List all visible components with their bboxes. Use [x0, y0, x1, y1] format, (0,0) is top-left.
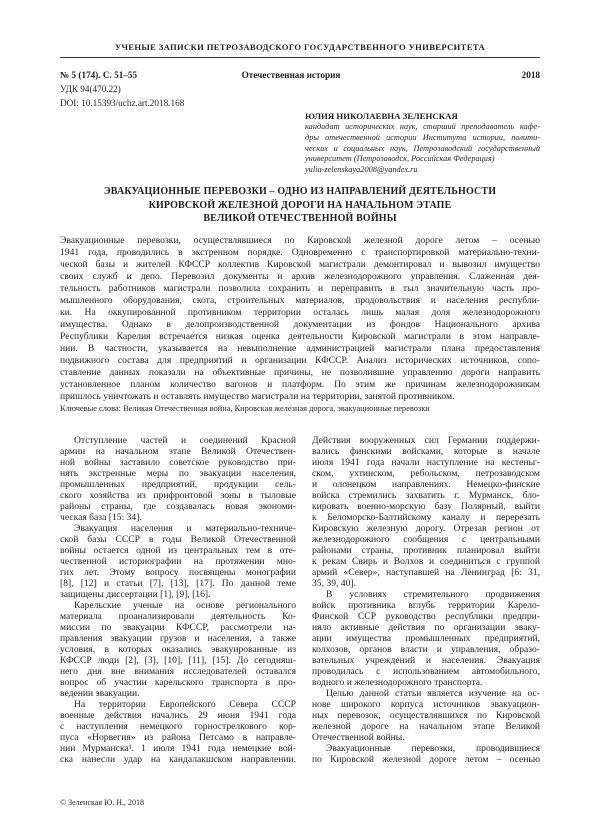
body-line: Карельские ученые на основе регионального	[74, 600, 296, 611]
body-line: правления эвакуации грузов и населения, а также	[60, 633, 296, 644]
abstract-line: ки. На оккупированной противником территории осталась лишь малая доля железнодорожного	[60, 307, 540, 318]
body-line: Целью данной статьи является изучение на ос-	[326, 688, 540, 699]
body-line: Эвакуационные перевозки, проводившиеся	[326, 743, 540, 754]
body-line: кировать военно-морскую базу Полярный, выйти	[312, 501, 540, 512]
body-line: к Беломорско-Балтийскому каналу и перерезать	[312, 512, 540, 523]
abstract-line: своих служб и депо. Перевозил документы и архив железнодорожного управления. Слаженная дея-	[60, 271, 540, 282]
abstract-line: нии. В частности, указывается на невыполнение администрацией магистрали плана предоставления	[60, 343, 540, 354]
abstract-line: 1941 года, проводились в экстренном порядке. Одновременно с транспортировкой материально-техни-	[60, 247, 540, 258]
body-line: военные действия начались 29 июня 1941 года	[60, 710, 296, 721]
body-line: ской базы СССР в годы Великой Отечественной	[60, 534, 296, 545]
title-line: КИРОВСКОЙ ЖЕЛЕЗНОЙ ДОРОГИ НА НАЧАЛЬНОМ ЭТАПЕ	[148, 199, 452, 211]
paragraph	[60, 523, 296, 600]
body-line: армий «Север», наступавшей на Ленинград [6: 31,	[312, 567, 540, 578]
title-line: ВЕЛИКОЙ ОТЕЧЕСТВЕННОЙ ВОЙНЫ	[203, 213, 397, 224]
paragraph	[312, 589, 540, 688]
body-line: армии на начальном этапе Великой Отечествен-	[60, 446, 296, 457]
body-line: по Кировской железной дороге летом – осенью	[312, 754, 540, 765]
journal-section: Отечественная история	[241, 70, 341, 80]
body-line: войны остается одной из центральных тем в оте-	[60, 545, 296, 556]
body-line: нове широкого корпуса источников эвакуацион-	[312, 699, 540, 710]
author-email: yulia-zelenskaya2008@yandex.ru	[305, 165, 418, 175]
author-affiliation	[305, 122, 540, 165]
body-line: гих лет. Этому вопросу посвящены монографии	[60, 567, 296, 578]
body-line: ной войны заставило советское руководство при-	[60, 457, 296, 468]
body-line: Действия вооруженных сил Германии поддержи-	[312, 435, 540, 446]
issue-meta-row	[60, 70, 540, 82]
abstract	[60, 235, 540, 415]
body-line: вались финскими войсками, которые в начале	[312, 446, 540, 457]
body-line: железной дороге на начальном этапе Великой	[312, 721, 540, 732]
body-line: ском, ухтинском, ребольском, петрозаводском	[312, 468, 540, 479]
body-line: Кировскую железную дорогу. Отрезав регион от	[312, 523, 540, 534]
paragraph	[60, 699, 296, 765]
body-line: чественной историографии на протяжении мно-	[60, 556, 296, 567]
body-line: материала проанализировали деятельность Ко-	[60, 611, 296, 622]
body-line: КФССР люди [2], [3], [10], [11], [15]. До сегодняш-	[60, 655, 296, 666]
author-block	[305, 111, 540, 176]
body-line: ска нанесли удар на кандалакшском направлении.	[60, 754, 296, 765]
body-line: нять экстренные меры по эвакуации населения,	[60, 468, 296, 479]
body-line: и олонецком направлениях. Немецко-финские	[312, 479, 540, 490]
body-line: вопрос об участии карельского транспорта в про-	[60, 677, 296, 688]
paragraph	[312, 435, 540, 589]
abstract-line: подвижного состава для предприятий и организации КФССР. Анализ исторических источников, сопо-	[60, 355, 540, 366]
body-line: него дня вне внимания исследователей оставался	[60, 666, 296, 677]
body-line: проводилась с использованием автомобильного,	[312, 666, 540, 677]
abstract-line: Эвакуационные перевозки, осуществлявшиеся по Кировской железной дороге летом – осенью	[60, 235, 540, 246]
title-line: ЭВАКУАЦИОННЫЕ ПЕРЕВОЗКИ – ОДНО ИЗ НАПРАВЛЕНИЙ ДЕЯТЕЛЬНОСТИ	[103, 186, 497, 197]
journal-header: УЧЕНЫЕ ЗАПИСКИ ПЕТРОЗАВОДСКОГО ГОСУДАРСТВЕННОГО УНИВЕРСИТЕТА	[114, 42, 486, 52]
affiliation-line: ческих и социальных наук, Петрозаводский государственный	[305, 143, 540, 153]
paragraph	[60, 600, 296, 699]
abstract-line: тельность работников магистрали позволила сохранить и переправить в тыл значительную часть про-	[60, 283, 540, 294]
body-line: вательных учреждений и населения. Эвакуация	[312, 655, 540, 666]
body-line: ческая база [15: 34].	[60, 512, 142, 523]
body-line: [8], [12] и статьи [7], [13], [17]. По данной теме	[60, 578, 296, 589]
issue-pages: № 5 (174). С. 51–55	[60, 70, 138, 80]
abstract-line: Республики Карелия встречается низкая оценка деятельности Кировской магистрали в этом направле-	[60, 331, 540, 342]
body-line: условия, в которых оказались эвакуированные из	[60, 644, 296, 655]
body-line: няло активные действия по организации эваку-	[312, 622, 540, 633]
body-line: колхозов, органов власти и управления, образо-	[312, 644, 540, 655]
body-line: Финской ССР руководство республики предпри-	[312, 611, 540, 622]
abstract-line: имущества. Однако в делопроизводственной документации из фондов Национального архива	[60, 319, 540, 330]
copyright-footer: © Зеленская Ю. Н., 2018	[60, 798, 145, 807]
body-line: с наступления немецкого горнострелкового кор-	[60, 721, 296, 732]
issue-year: 2018	[521, 70, 540, 80]
body-line: железнодорожного сообщения с центральными	[312, 534, 540, 545]
article-title	[60, 185, 540, 226]
body-line: к рекам Свирь и Волхов и соединиться с группой	[312, 556, 540, 567]
affiliation-line: кандидат исторических наук, старший преподаватель кафе-	[305, 122, 540, 131]
paragraph	[312, 688, 540, 743]
header-rule	[60, 57, 540, 58]
body-line: Отступление частей и соединений Красной	[74, 435, 296, 446]
udk-code: УДК 94(470.22)	[60, 84, 121, 94]
body-line: 35, 39, 40].	[312, 578, 356, 589]
body-line: ведении эвакуации.	[60, 688, 140, 699]
author-name: ЮЛИЯ НИКОЛАЕВНА ЗЕЛЕНСКАЯ	[305, 111, 458, 121]
doi: DOI: 10.15393/uchz.art.2018.168	[60, 98, 185, 108]
affiliation-line: дры отечественной истории Института истории, полити-	[305, 132, 540, 142]
body-line: пуса «Норвегия» из района Петсамо в направле-	[60, 732, 296, 743]
body-line: нии Мурманска¹. 1 июля 1941 года немецкие вой-	[60, 743, 296, 754]
paragraph	[312, 743, 540, 765]
body-line: районы страны, где создавалась новая экономи-	[60, 501, 296, 512]
body-line: ского хозяйства из прифронтовой зоны в тыловые	[60, 490, 296, 501]
body-line: районами страны, противник планировал выйти	[312, 545, 540, 556]
body-line: ных перевозок, осуществлявшихся по Кировской	[312, 710, 540, 721]
body-line: Отечественной войны.	[312, 732, 405, 743]
affiliation-line: университет (Петрозаводск, Российская Федерация)	[305, 154, 495, 164]
body-line: На территории Европейского Севера СССР	[74, 699, 296, 710]
body-line: июля 1941 года начали наступление на кестеньг-	[312, 457, 540, 468]
body-line: водного и железнодорожного транспорта.	[312, 677, 483, 688]
abstract-line: ставление данных показали на объективные причины, не позволившие управлению дороги направить	[60, 367, 540, 378]
keywords: Ключевые слова: Великая Отечественная война, Кировская железная дорога, эвакуационные перевозки	[60, 404, 430, 413]
abstract-line: ческой базы и жителей КФССР коллектив Кировской магистрали демонтировал и вывозил имущество	[60, 259, 540, 270]
paragraph	[60, 435, 296, 523]
body-line: миссии по эвакуации КФССР, рассмотрели на-	[60, 622, 296, 633]
body-line: войска стремились захватить г. Мурманск, бло-	[312, 490, 540, 501]
body-column-right	[312, 435, 540, 765]
abstract-line: установленное планом количество вагонов и платформ. По этим же причинам железнодорожникам	[60, 379, 540, 390]
body-line: войск противника вглубь территории Карело-	[312, 600, 540, 611]
body-line: промышленных предприятий, продукции сель-	[60, 479, 296, 490]
body-line: В условиях стремительного продвижения	[326, 589, 540, 600]
body-line: Эвакуация населения и материально-техниче-	[74, 523, 296, 534]
abstract-line: пришлось уничтожать и оставлять имущество магистрали на территории, занятой противником.	[60, 391, 455, 402]
body-column-left	[60, 435, 296, 765]
abstract-line: мышленного оборудования, скота, строительных материалов, продовольствия и населения республи-	[60, 295, 540, 306]
body-line: защищены диссертации [1], [9], [16].	[60, 589, 211, 600]
body-line: ации имущества промышленных предприятий,	[312, 633, 540, 644]
